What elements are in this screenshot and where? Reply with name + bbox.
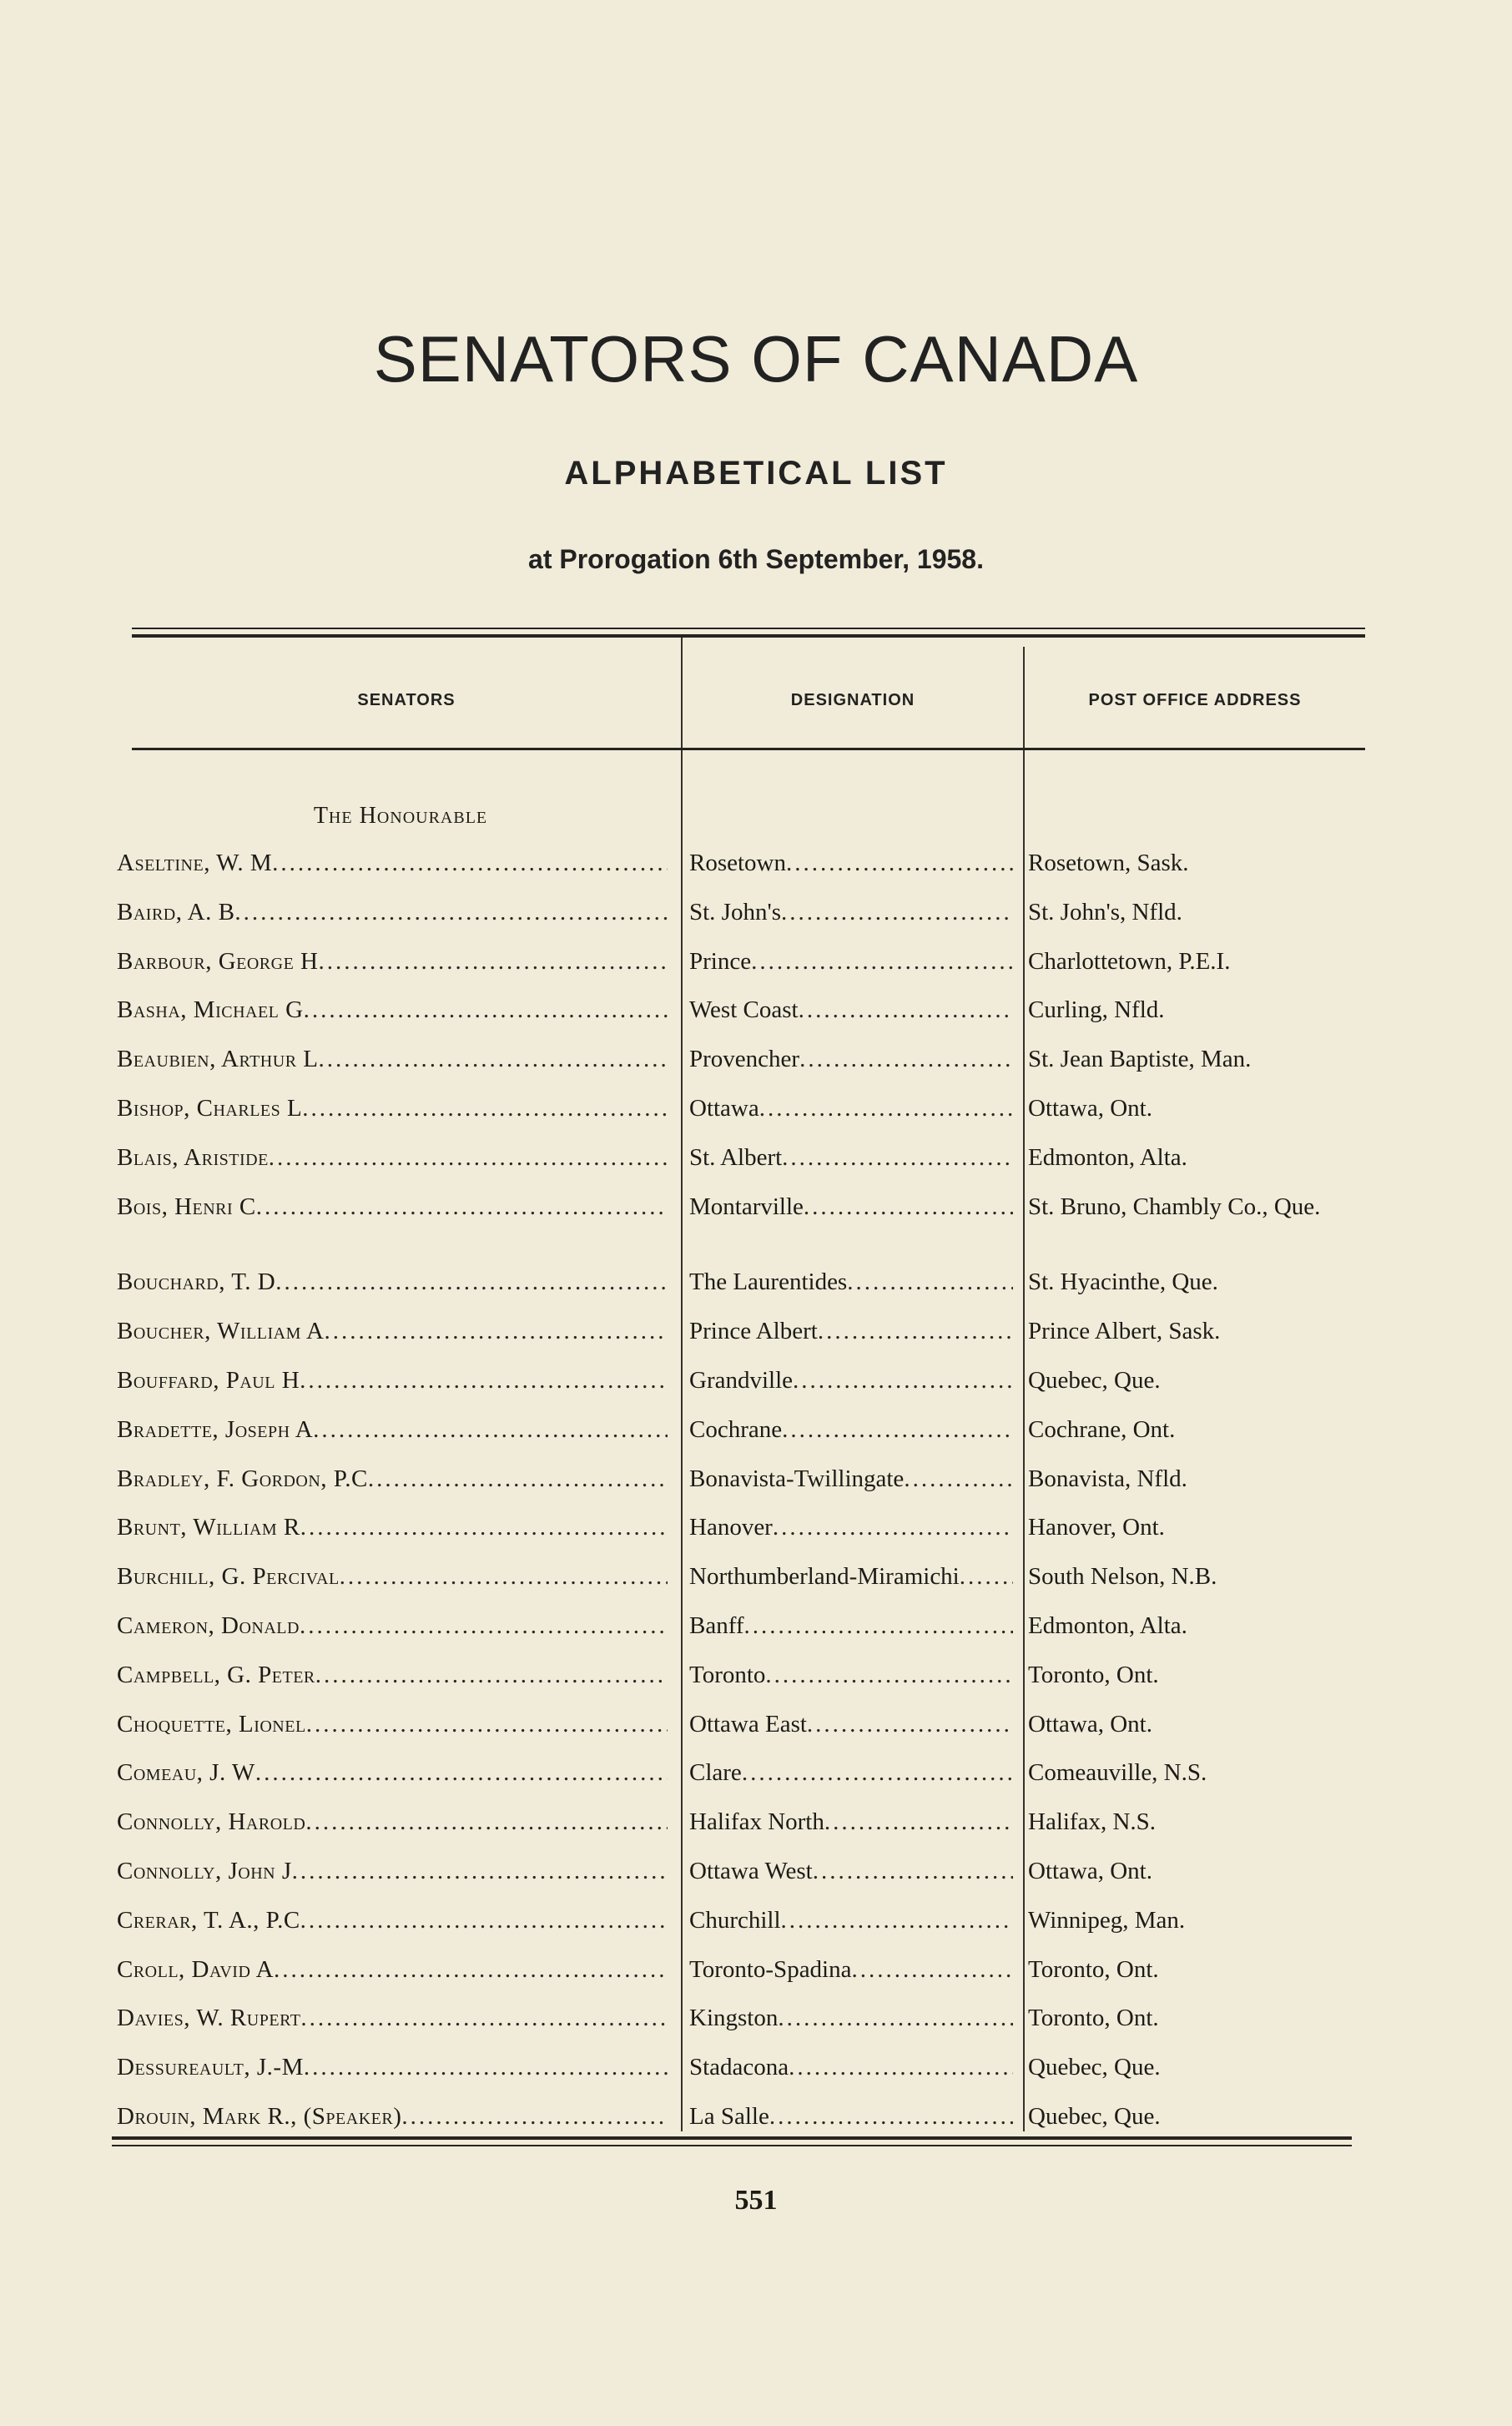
leader-dots — [742, 1759, 1013, 1787]
designation-text: Bonavista-Twillingate — [689, 1465, 905, 1492]
designation-cell — [689, 1858, 1013, 1885]
senator-cell — [117, 996, 668, 1024]
designation-cell — [689, 1416, 1013, 1444]
designation-cell — [689, 948, 1013, 976]
designation-cell — [689, 1662, 1013, 1689]
senator-name: Bouffard, Paul H — [117, 1367, 300, 1394]
address-cell: Hanover, Ont. — [1028, 1514, 1165, 1541]
designation-cell — [689, 1514, 1013, 1541]
designation-text: Prince — [689, 947, 752, 975]
leader-dots — [799, 996, 1013, 1024]
column-header-designation: DESIGNATION — [790, 691, 915, 709]
designation-text: Toronto — [689, 1661, 766, 1688]
designation-text: Rosetown — [689, 850, 786, 876]
senator-cell — [117, 899, 668, 926]
senator-name: Drouin, Mark R., (Speaker) — [117, 2103, 402, 2130]
senator-cell — [117, 1268, 668, 1296]
senator-cell — [117, 1095, 668, 1122]
designation-cell — [689, 1268, 1013, 1296]
address-cell: St. Jean Baptiste, Man. — [1028, 1046, 1252, 1073]
leader-dots — [315, 1662, 668, 1689]
leader-dots — [234, 899, 668, 926]
senator-name: Basha, Michael G — [117, 996, 304, 1024]
address-cell: Curling, Nfld. — [1028, 996, 1165, 1024]
leader-dots — [852, 1956, 1014, 1984]
leader-dots — [305, 1808, 668, 1836]
address-cell: Edmonton, Alta. — [1028, 1612, 1187, 1639]
senator-name: Comeau, J. W — [117, 1759, 255, 1787]
designation-text: St. John's — [689, 898, 781, 926]
senator-name: Connolly, John J — [117, 1858, 292, 1884]
address-cell: Ottawa, Ont. — [1028, 1858, 1152, 1884]
senator-cell — [117, 1907, 668, 1934]
leader-dots — [319, 948, 668, 976]
senator-name: Crerar, T. A., P.C — [117, 1906, 300, 1934]
senator-name: Choquette, Lionel — [117, 1710, 306, 1738]
senator-cell — [117, 1808, 668, 1836]
designation-cell — [689, 996, 1013, 1024]
designation-cell — [689, 1193, 1013, 1221]
senator-cell — [117, 1563, 668, 1591]
designation-text: Stadacona — [689, 2054, 789, 2081]
top-rule-thin — [132, 628, 1365, 629]
header-rule — [132, 748, 1365, 750]
designation-cell — [689, 1144, 1013, 1172]
designation-cell — [689, 1046, 1013, 1073]
designation-cell — [689, 1563, 1013, 1591]
senator-cell — [117, 1759, 668, 1787]
designation-cell — [689, 1095, 1013, 1122]
senator-name: Davies, W. Rupert — [117, 2005, 301, 2032]
senator-name: Cameron, Donald — [117, 1612, 300, 1639]
designation-text: Northumberland-Miramichi — [689, 1563, 960, 1591]
leader-dots — [789, 2054, 1013, 2081]
senator-name: Campbell, G. Peter — [117, 1661, 315, 1688]
senator-cell — [117, 2054, 668, 2081]
designation-cell — [689, 1808, 1013, 1836]
senator-name: Boucher, William A — [117, 1318, 325, 1345]
designation-text: Ottawa — [689, 1095, 759, 1122]
senator-cell — [117, 1367, 668, 1395]
designation-text: The Laurentides — [689, 1268, 848, 1296]
leader-dots — [824, 1808, 1013, 1836]
designation-text: Provencher — [689, 1046, 800, 1073]
leader-dots — [269, 1144, 668, 1172]
leader-dots — [799, 1046, 1013, 1073]
designation-cell — [689, 1711, 1013, 1738]
designation-text: Ottawa East — [689, 1710, 807, 1738]
address-cell: Cochrane, Ont. — [1028, 1415, 1176, 1443]
designation-cell — [689, 2054, 1013, 2081]
senator-cell — [117, 1144, 668, 1172]
leader-dots — [847, 1268, 1013, 1296]
page-number: 551 — [734, 2185, 778, 2216]
address-cell: St. John's, Nfld. — [1028, 898, 1182, 926]
leader-dots — [773, 1514, 1013, 1541]
leader-dots — [325, 1318, 668, 1345]
address-cell: Toronto, Ont. — [1028, 1955, 1159, 1983]
designation-text: Cochrane — [689, 1415, 783, 1443]
senator-cell — [117, 1956, 668, 1984]
address-cell: Edmonton, Alta. — [1028, 1143, 1187, 1171]
designation-text: Montarville — [689, 1193, 804, 1220]
leader-dots — [818, 1318, 1013, 1345]
designation-text: Prince Albert — [689, 1318, 818, 1345]
senator-cell — [117, 1514, 668, 1541]
address-cell: Rosetown, Sask. — [1028, 850, 1189, 876]
page-title: SENATORS OF CANADA — [373, 322, 1139, 396]
senator-name: Connolly, Harold — [117, 1808, 306, 1836]
senator-name: Brunt, William R — [117, 1514, 300, 1541]
leader-dots — [313, 1416, 668, 1444]
address-cell: South Nelson, N.B. — [1028, 1563, 1217, 1591]
address-cell: St. Hyacinthe, Que. — [1028, 1268, 1218, 1296]
senator-name: Aseltine, W. M — [117, 850, 273, 876]
leader-dots — [300, 1367, 668, 1395]
senator-name: Blais, Aristide — [117, 1143, 269, 1171]
address-cell: Quebec, Que. — [1028, 2103, 1161, 2130]
leader-dots — [300, 1907, 668, 1934]
senator-cell — [117, 1193, 668, 1221]
senator-name: Croll, David A — [117, 1955, 275, 1983]
address-cell: Quebec, Que. — [1028, 2054, 1161, 2081]
senator-name: Bois, Henri C — [117, 1193, 256, 1220]
designation-cell — [689, 850, 1013, 877]
leader-dots — [306, 1711, 668, 1738]
senator-cell — [117, 1046, 668, 1073]
leader-dots — [255, 1759, 668, 1787]
leader-dots — [960, 1563, 1013, 1591]
leader-dots — [904, 1465, 1013, 1493]
leader-dots — [793, 1367, 1013, 1395]
leader-dots — [782, 1416, 1013, 1444]
leader-dots — [292, 1858, 668, 1885]
designation-cell — [689, 1759, 1013, 1787]
address-cell: Ottawa, Ont. — [1028, 1095, 1152, 1122]
leader-dots — [401, 2103, 668, 2131]
senator-name: Bouchard, T. D — [117, 1268, 276, 1296]
address-cell: Prince Albert, Sask. — [1028, 1318, 1221, 1345]
leader-dots — [368, 1465, 668, 1493]
column-header-address: POST OFFICE ADDRESS — [1088, 691, 1302, 709]
senator-name: Burchill, G. Percival — [117, 1563, 340, 1591]
designation-text: Grandville — [689, 1367, 794, 1394]
leader-dots — [813, 1858, 1013, 1885]
designation-text: Toronto-Spadina — [689, 1955, 852, 1983]
senator-name: Dessureault, J.-M — [117, 2054, 304, 2081]
leader-dots — [786, 850, 1013, 877]
leader-dots — [302, 1095, 668, 1122]
leader-dots — [300, 2005, 668, 2032]
senator-cell — [117, 2103, 668, 2131]
senator-cell — [117, 1711, 668, 1738]
address-cell: St. Bruno, Chambly Co., Que. — [1028, 1193, 1321, 1220]
address-cell: Comeauville, N.S. — [1028, 1759, 1207, 1787]
designation-text: Banff — [689, 1612, 744, 1639]
leader-dots — [340, 1563, 668, 1591]
leader-dots — [782, 1144, 1013, 1172]
senator-cell — [117, 1612, 668, 1640]
address-cell: Quebec, Que. — [1028, 1367, 1161, 1394]
leader-dots — [319, 1046, 668, 1073]
senator-name: Bradley, F. Gordon, P.C — [117, 1465, 368, 1492]
designation-cell — [689, 1907, 1013, 1934]
bottom-rule-thick — [112, 2136, 1352, 2140]
senator-name: Baird, A. B — [117, 898, 235, 926]
designation-text: Hanover — [689, 1514, 773, 1541]
address-cell: Halifax, N.S. — [1028, 1808, 1157, 1836]
leader-dots — [804, 1193, 1013, 1221]
address-cell: Toronto, Ont. — [1028, 2005, 1159, 2032]
designation-text: La Salle — [689, 2103, 769, 2130]
leader-dots — [751, 948, 1013, 976]
leader-dots — [272, 850, 668, 877]
designation-text: Kingston — [689, 2005, 779, 2032]
designation-text: Halifax North — [689, 1808, 824, 1836]
senator-cell — [117, 948, 668, 976]
column-header-senators: SENATORS — [357, 691, 456, 709]
senator-name: Bishop, Charles L — [117, 1095, 303, 1122]
senator-cell — [117, 1318, 668, 1345]
leader-dots — [274, 1956, 668, 1984]
designation-cell — [689, 899, 1013, 926]
senator-cell — [117, 2005, 668, 2032]
designation-cell — [689, 1318, 1013, 1345]
column-separator-1 — [681, 638, 683, 2131]
senator-name: Bradette, Joseph A — [117, 1415, 314, 1443]
senator-name: Beaubien, Arthur L — [117, 1046, 319, 1073]
designation-cell — [689, 1956, 1013, 1984]
designation-cell — [689, 1367, 1013, 1395]
leader-dots — [304, 2054, 668, 2081]
address-cell: Charlottetown, P.E.I. — [1028, 947, 1231, 975]
designation-cell — [689, 1465, 1013, 1493]
leader-dots — [256, 1193, 668, 1221]
leader-dots — [304, 996, 668, 1024]
designation-text: West Coast — [689, 996, 799, 1024]
column-separator-2 — [1023, 647, 1025, 2131]
honourable-heading: The Honourable — [313, 803, 488, 829]
senator-cell — [117, 1858, 668, 1885]
top-rule-thick — [132, 634, 1365, 638]
leader-dots — [300, 1612, 668, 1640]
leader-dots — [807, 1711, 1013, 1738]
senator-cell — [117, 1416, 668, 1444]
address-cell: Ottawa, Ont. — [1028, 1710, 1152, 1738]
leader-dots — [275, 1268, 668, 1296]
designation-text: Churchill — [689, 1906, 781, 1934]
designation-cell — [689, 2103, 1013, 2131]
senator-cell — [117, 1662, 668, 1689]
designation-text: St. Albert — [689, 1143, 783, 1171]
designation-cell — [689, 2005, 1013, 2032]
senator-cell — [117, 850, 668, 877]
senator-name: Barbour, George H — [117, 947, 319, 975]
designation-text: Clare — [689, 1759, 742, 1787]
bottom-rule-thin — [112, 2145, 1352, 2146]
leader-dots — [769, 2103, 1013, 2131]
leader-dots — [765, 1662, 1013, 1689]
leader-dots — [759, 1095, 1013, 1122]
leader-dots — [781, 1907, 1013, 1934]
leader-dots — [300, 1514, 668, 1541]
page-subtitle: ALPHABETICAL LIST — [564, 455, 948, 492]
leader-dots — [778, 2005, 1013, 2032]
designation-text: Ottawa West — [689, 1858, 813, 1884]
leader-dots — [744, 1612, 1013, 1640]
date-line: at Prorogation 6th September, 1958. — [528, 544, 984, 574]
designation-cell — [689, 1612, 1013, 1640]
address-cell: Toronto, Ont. — [1028, 1661, 1159, 1688]
senator-cell — [117, 1465, 668, 1493]
address-cell: Winnipeg, Man. — [1028, 1906, 1186, 1934]
leader-dots — [781, 899, 1013, 926]
address-cell: Bonavista, Nfld. — [1028, 1465, 1187, 1492]
